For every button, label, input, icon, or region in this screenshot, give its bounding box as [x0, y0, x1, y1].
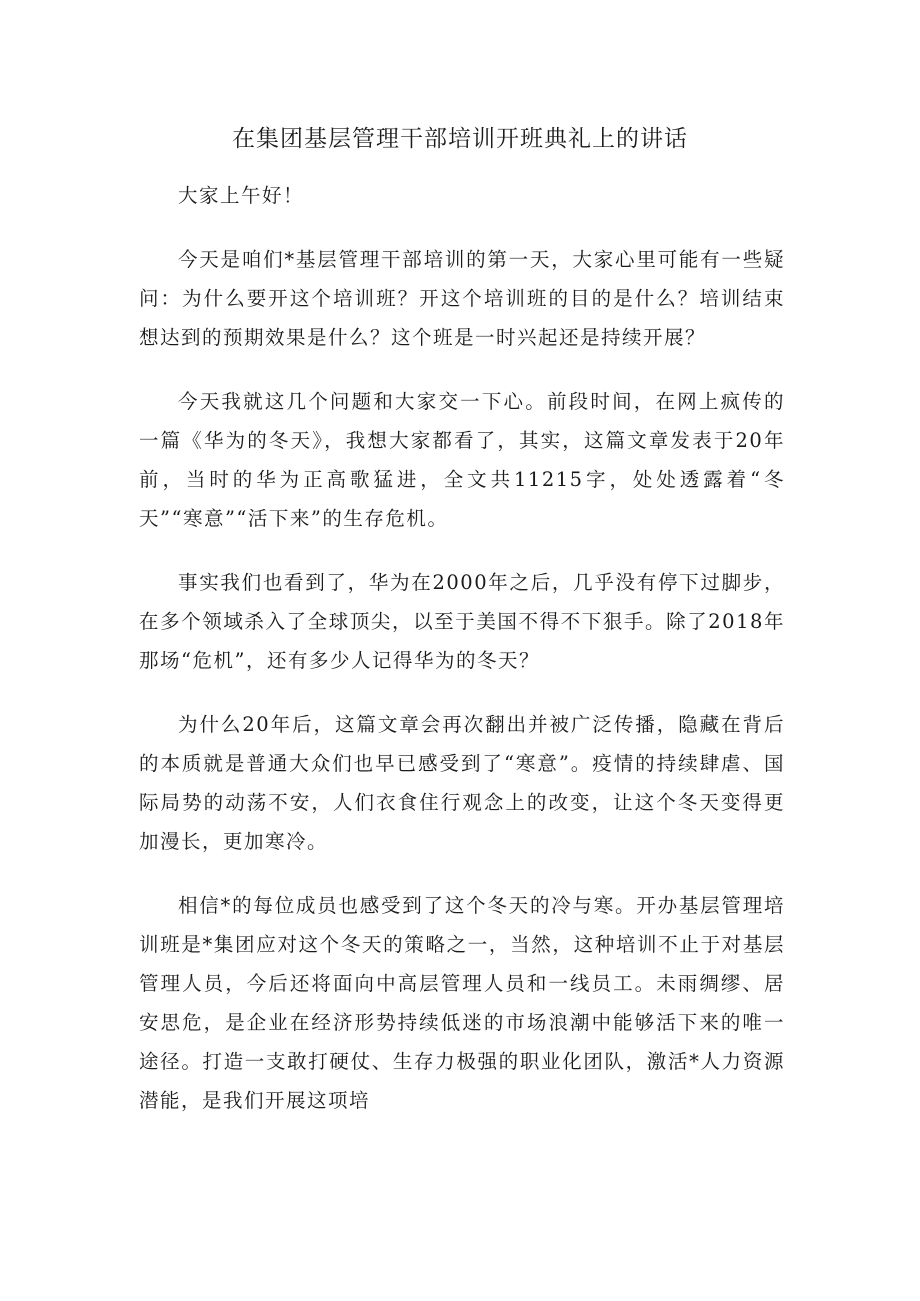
paragraph: 事实我们也看到了，华为在2000年之后，几乎没有停下过脚步，在多个领域杀入了全球顶尖，以至于美国不得不下狠手。除了2018年那场“危机”，还有多少人记得华为的冬天？	[139, 571, 785, 672]
paragraph: 今天我就这几个问题和大家交一下心。前段时间，在网上疯传的一篇《华为的冬天》，我想大家都看了，其实，这篇文章发表于20年前，当时的华为正高歌猛进，全文共11215字，处处透露着“冬天”“寒意”“活下来”的生存危机。	[139, 390, 785, 530]
paragraph: 今天是咱们*基层管理干部培训的第一天，大家心里可能有一些疑问：为什么要开这个培训班？开这个培训班的目的是什么？培训结束想达到的预期效果是什么？这个班是一时兴起还是持续开展？	[139, 248, 785, 349]
document-title: 在集团基层管理干部培训开班典礼上的讲话	[232, 126, 688, 152]
document-body	[139, 176, 785, 1145]
paragraph-greeting: 大家上午好！	[178, 184, 305, 207]
paragraph: 相信*的每位成员也感受到了这个冬天的冷与寒。开办基层管理培训班是*集团应对这个冬天的策略之一，当然，这种培训不止于对基层管理人员，今后还将面向中高层管理人员和一线员工。未雨绸缪、居安思危，是企业在经济形势持续低迷的市场浪潮中能够活下来的唯一途径。打造一支敢打硬仗、生存力极强的职业化团队，激活*人力资源潜能，是我们开展这项培	[139, 894, 785, 1112]
paragraph: 为什么20年后，这篇文章会再次翻出并被广泛传播，隐藏在背后的本质就是普通大众们也早已感受到了“寒意”。疫情的持续肆虐、国际局势的动荡不安，人们衣食住行观念上的改变，让这个冬天变得更加漫长，更加寒冷。	[139, 713, 785, 853]
